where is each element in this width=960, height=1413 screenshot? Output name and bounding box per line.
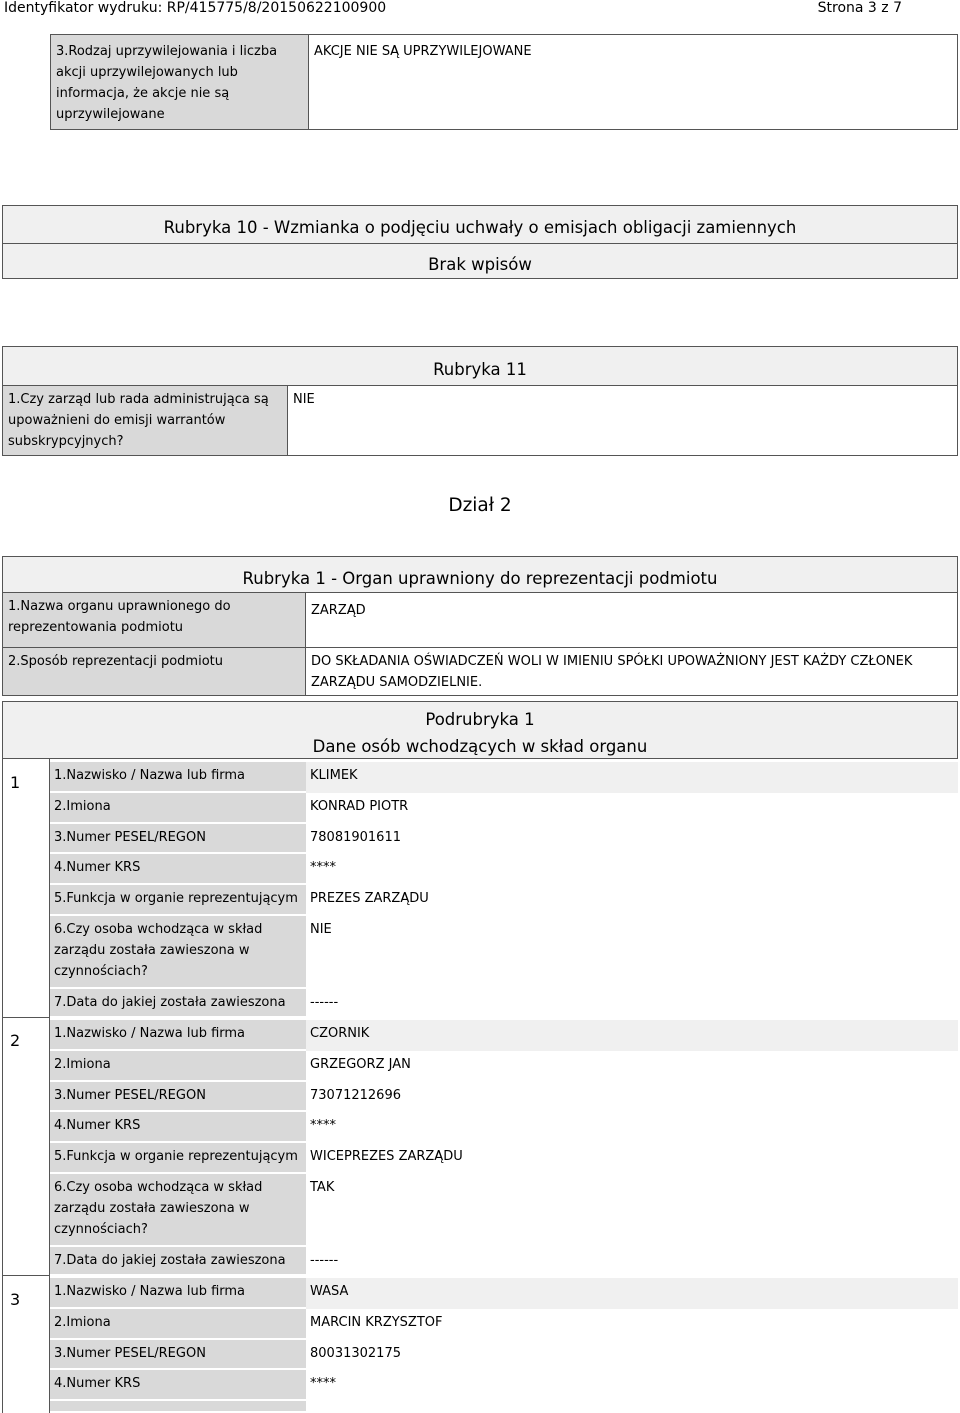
suspended-label: 6.Czy osoba wchodząca w skład zarządu została zawieszona w czynnościach? [50,916,306,989]
person-index: 3 [10,1290,21,1309]
pesel-value: 80031302175 [306,1340,958,1370]
pesel-label: 3.Numer PESEL/REGON [50,824,306,854]
surname-value: WASA [306,1278,958,1309]
pesel-value: 78081901611 [306,824,958,854]
krs-value: **** [306,854,958,885]
suspended-label: 6.Czy osoba wchodząca w skład zarządu została zawieszona w czynnościach? [50,1174,306,1247]
preferred-shares-label: 3.Rodzaj uprzywilejowania i liczba akcji uprzywilejowanych lub informacja, że akcje nie są uprzywilejowane [50,34,309,130]
podrubryka-subtitle: Dane osób wchodzących w skład organu [312,737,648,756]
krs-value: **** [306,1112,958,1143]
function-label: 5.Funkcja w organie reprezentującym [50,1143,306,1174]
krs-label: 4.Numer KRS [50,1112,306,1143]
krs-label: 4.Numer KRS [50,1370,306,1401]
krs-label: 4.Numer KRS [50,854,306,885]
suspended-until-value: ------ [306,989,958,1018]
suspended-value: TAK [306,1174,958,1247]
surname-label: 1.Nazwisko / Nazwa lub firma [50,762,306,793]
rubryka-11-title: Rubryka 11 [433,360,527,379]
function-label: 5.Funkcja w organie reprezentującym [50,885,306,916]
surname-label: 1.Nazwisko / Nazwa lub firma [50,1020,306,1051]
index-separator [2,1017,50,1018]
organ-name-value: ZARZĄD [305,592,958,648]
suspended-until-label: 7.Data do jakiej została zawieszona [50,989,306,1018]
index-separator [2,1275,50,1276]
representation-method-value: DO SKŁADANIA OŚWIADCZEŃ WOLI W IMIENIU SPÓŁKI UPOWAŻNIONY JEST KAŻDY CZŁONEK ZARZĄDU SAMODZIELNIE. [305,647,958,696]
print-identifier: Identyfikator wydruku: RP/415775/8/20150622100900 [4,0,387,16]
names-label: 2.Imiona [50,1051,306,1082]
podrubryka-title: Podrubryka 1 [425,710,535,729]
rubryka-1-title: Rubryka 1 - Organ uprawniony do reprezentacji podmiotu [242,569,718,588]
names-label: 2.Imiona [50,1309,306,1340]
function-label-partial [50,1401,306,1413]
krs-value: **** [306,1370,958,1401]
podrubryka-header [2,701,958,759]
names-value: GRZEGORZ JAN [306,1051,958,1082]
rubryka-10-box [2,205,958,279]
names-label: 2.Imiona [50,793,306,824]
function-value: WICEPREZES ZARZĄDU [306,1143,958,1174]
rubryka-11-header [2,346,958,386]
person-index: 1 [10,773,21,792]
rubryka-10-empty: Brak wpisów [428,255,532,274]
divider [3,243,957,244]
rubryka-1-header [2,556,958,593]
function-value: PREZES ZARZĄDU [306,885,958,916]
surname-value: KLIMEK [306,762,958,793]
names-value: MARCIN KRZYSZTOF [306,1309,958,1340]
rubryka-11-question: 1.Czy zarząd lub rada administrująca są upoważnieni do emisji warrantów subskrypcyjnych? [2,385,288,456]
suspended-until-label: 7.Data do jakiej została zawieszona [50,1247,306,1276]
pesel-label: 3.Numer PESEL/REGON [50,1340,306,1370]
person-index: 2 [10,1031,21,1050]
rubryka-11-answer: NIE [287,385,958,456]
representation-method-label: 2.Sposób reprezentacji podmiotu [2,647,306,696]
suspended-value: NIE [306,916,958,989]
suspended-until-value: ------ [306,1247,958,1276]
preferred-shares-value: AKCJE NIE SĄ UPRZYWILEJOWANE [308,34,958,130]
organ-name-label: 1.Nazwa organu uprawnionego do reprezentowania podmiotu [2,592,306,648]
pesel-value: 73071212696 [306,1082,958,1112]
table-left-border [2,758,3,1413]
surname-value: CZORNIK [306,1020,958,1051]
section-title: Dział 2 [448,495,512,516]
page-number: Strona 3 z 7 [817,0,902,16]
surname-label: 1.Nazwisko / Nazwa lub firma [50,1278,306,1309]
names-value: KONRAD PIOTR [306,793,958,824]
pesel-label: 3.Numer PESEL/REGON [50,1082,306,1112]
rubryka-10-title: Rubryka 10 - Wzmianka o podjęciu uchwały o emisjach obligacji zamiennych [163,218,797,237]
